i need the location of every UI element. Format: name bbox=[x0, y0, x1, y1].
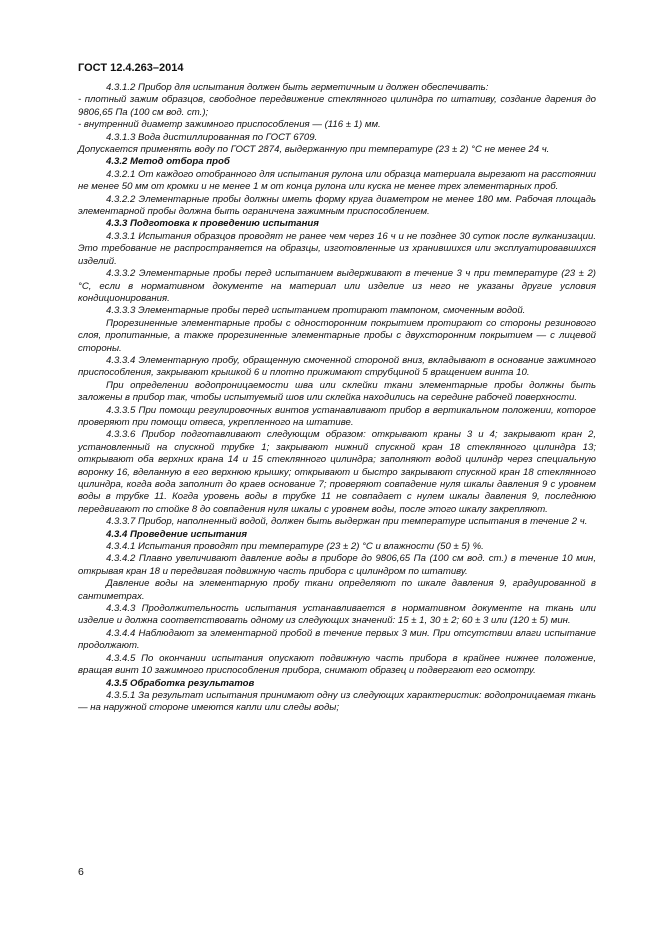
section-heading: 4.3.5 Обработка результатов bbox=[106, 677, 255, 689]
paragraph: 4.3.4.3 Продолжительность испытания устанавливается в нормативном документе на ткань или изделие и должна соответствовать одному из следующих значений: 15 ± 1, 30 ± 2; 60 ± 3 или (120 ± 5) мин. bbox=[78, 603, 596, 627]
section-heading: 4.3.4 Проведение испытания bbox=[106, 528, 247, 540]
paragraph: Давление воды на элементарную пробу ткани определяют по шкале давления 9, градуированной в сантиметрах. bbox=[78, 578, 596, 602]
paragraph: Прорезиненные элементарные пробы с односторонним покрытием протирают со стороны резинового слоя, пропитанные, а также прорезиненные элементарные пробы с двухсторонним покрытием — с лицевой стороны. bbox=[78, 317, 596, 354]
section-heading: 4.3.2 Метод отбора проб bbox=[106, 156, 230, 168]
paragraph: 4.3.2.2 Элементарные пробы должны иметь форму круга диаметром не менее 180 мм. Рабочая площадь элементарной пробы должна быть ограничена зажимным приспособлением. bbox=[78, 193, 596, 218]
document-code-header: ГОСТ 12.4.263–2014 bbox=[78, 62, 184, 74]
paragraph: Допускается применять воду по ГОСТ 2874, выдержанную при температуре (23 ± 2) °С не менее 24 ч. bbox=[78, 144, 550, 156]
paragraph: 4.3.4.1 Испытания проводят при температуре (23 ± 2) °С и влажности (50 ± 5) %. bbox=[106, 541, 484, 553]
section-heading: 4.3.3 Подготовка к проведению испытания bbox=[106, 218, 319, 230]
paragraph: При определении водопроницаемости шва или склейки ткани элементарные пробы должны быть заложены в прибор так, чтобы испытуемый шов или склейка находились на середине рабочей поверхности. bbox=[78, 379, 596, 404]
paragraph: 4.3.3.2 Элементарные пробы перед испытанием выдерживают в течение 3 ч при температуре (23 ± 2) °С, если в нормативном документе на материал или изделие из него не указаны другие условия кондиционирования. bbox=[78, 268, 596, 304]
paragraph: 4.3.1.3 Вода дистиллированная по ГОСТ 6709. bbox=[106, 131, 318, 143]
paragraph: 4.3.2.1 От каждого отобранного для испытания рулона или образца материала вырезают на расстоянии не менее 50 мм от кромки и не менее 1 м от конца рулона или куска не менее трех элементарных проб. bbox=[78, 168, 596, 193]
paragraph: 4.3.3.3 Элементарные пробы перед испытанием протирают тампоном, смоченным водой. bbox=[106, 305, 526, 317]
page-number: 6 bbox=[78, 866, 84, 878]
paragraph: 4.3.3.4 Элементарную пробу, обращенную смоченной стороной вниз, вкладывают в основание зажимного приспособления, закрывают крышкой 6 и плотно прижимают струбциной 5 вращением винта 10. bbox=[78, 354, 596, 379]
document-body bbox=[78, 82, 596, 715]
paragraph: 4.3.1.2 Прибор для испытания должен быть герметичным и должен обеспечивать: bbox=[106, 82, 489, 93]
paragraph: 4.3.3.6 Прибор подготавливают следующим образом: открывают краны 3 и 4; закрывают кран 2, установленный на спускной трубке 1; закрывают нижний спускной кран 18 стеклянного цилиндра 13; открывают оба верхних крана 14 и 15 стеклянного цилиндра; заполняют водой цилиндр через специальную воронку 16, вделанную в его верхнюю крышку; открывают и быстро закрывают спускной кран 18 стеклянного цилиндра, когда вода заполнит до краев основание 7; проверяют совпадение нуля шкалы давления 9 с уровнем воды в трубке 11. Когда уровень воды в трубке 11 не совпадает с нулем шкалы давления 9, последнюю передвигают по стойке 8 до совпадения нуля шкалы с уровнем воды, после этого шкалу закрепляют. bbox=[78, 429, 596, 515]
paragraph: - внутренний диаметр зажимного приспособления — (116 ± 1) мм. bbox=[78, 119, 381, 131]
paragraph: 4.3.4.5 По окончании испытания опускают подвижную часть прибора в крайнее нижнее положение, вращая винт 10 зажимного приспособления прибора, снимают образец и подвергают его осмотру. bbox=[78, 652, 596, 677]
paragraph: 4.3.4.2 Плавно увеличивают давление воды в приборе до 9806,65 Па (100 см вод. ст.) в течение 10 мин, открывая кран 18 и передвигая подвижную часть прибора с цилиндром по штативу. bbox=[78, 553, 596, 577]
paragraph: 4.3.4.4 Наблюдают за элементарной пробой в течение первых 3 мин. При отсутствии влаги испытание продолжают. bbox=[78, 627, 596, 652]
paragraph: 4.3.3.7 Прибор, наполненный водой, должен быть выдержан при температуре испытания в течение 2 ч. bbox=[106, 516, 588, 528]
paragraph: - плотный зажим образцов, свободное передвижение стеклянного цилиндра по штативу, создание дарения до 9806,65 Па (100 см вод. ст.); bbox=[78, 94, 596, 118]
paragraph: 4.3.5.1 За результат испытания принимают одну из следующих характеристик: водопроницаемая ткань — на наружной стороне имеются капли или следы воды; bbox=[78, 689, 596, 714]
paragraph: 4.3.3.1 Испытания образцов проводят не ранее чем через 16 ч и не позднее 30 суток после вулканизации. Это требование не распространяется на образцы, изготовленные из хранившихся или эксплуатировавшихся изделий. bbox=[78, 230, 596, 267]
paragraph: 4.3.3.5 При помощи регулировочных винтов устанавливают прибор в вертикальном положении, которое проверяют при помощи отвеса, укрепленного на штативе. bbox=[78, 404, 596, 428]
